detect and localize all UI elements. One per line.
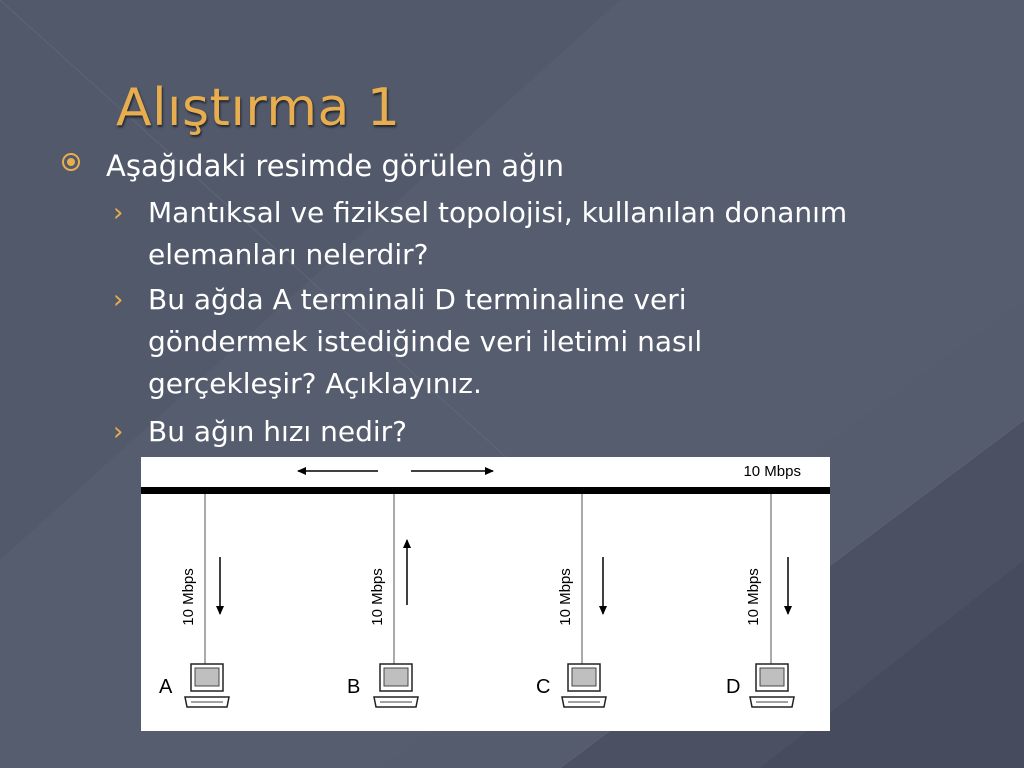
circle-bullet-icon	[62, 153, 80, 171]
subbullet-2-text: Bu ağda A terminali D terminaline veri göndermek istediğinde veri iletimi nasıl gerçekleşir? Açıklayınız.	[148, 283, 703, 400]
terminal-a-speed: 10 Mbps	[180, 568, 197, 626]
subbullet-3-text: Bu ağın hızı nedir?	[148, 415, 408, 448]
terminal-d-label: D	[726, 676, 741, 698]
terminal-c-speed: 10 Mbps	[557, 568, 574, 626]
bus-cable	[141, 487, 830, 494]
terminal-c-label: C	[536, 676, 551, 698]
terminal-d	[726, 494, 794, 707]
bus-network-diagram	[141, 457, 830, 731]
chevron-right-icon: ›	[113, 285, 124, 315]
terminal-d-speed: 10 Mbps	[745, 568, 762, 626]
slide-title: Alıştırma 1	[116, 78, 401, 138]
chevron-right-icon: ›	[113, 417, 124, 447]
main-bullet-text: Aşağıdaki resimde görülen ağın	[106, 149, 565, 183]
terminal-b-speed: 10 Mbps	[369, 568, 386, 626]
subbullet-1-text: Mantıksal ve fiziksel topolojisi, kullanılan donanım elemanları nelerdir?	[148, 196, 848, 271]
terminal-c	[536, 494, 606, 707]
chevron-right-icon: ›	[113, 198, 124, 228]
terminal-a	[159, 494, 229, 707]
terminal-b-label: B	[347, 676, 361, 698]
terminal-b	[347, 494, 418, 707]
terminal-a-label: A	[159, 676, 173, 698]
bus-speed-label: 10 Mbps	[743, 463, 801, 480]
